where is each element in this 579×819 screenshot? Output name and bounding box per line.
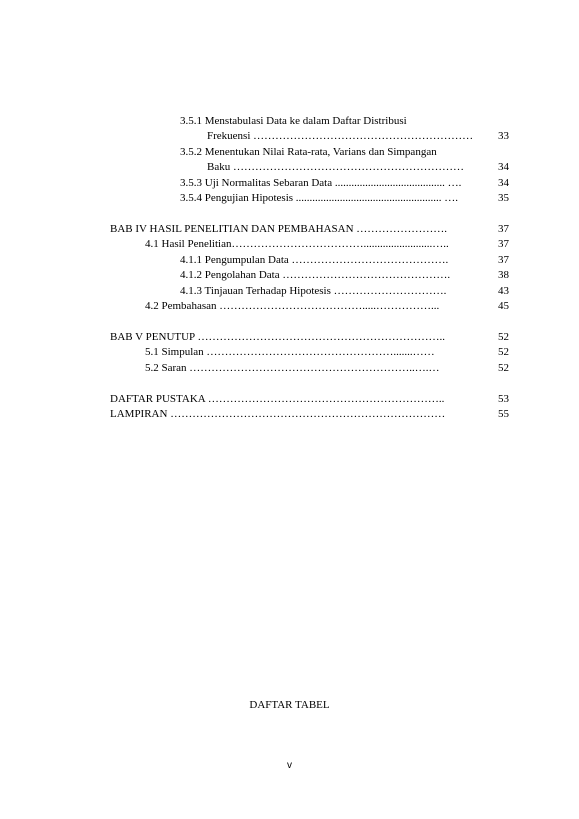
toc-entry-page: 52	[498, 331, 509, 343]
toc-entry	[0, 252, 579, 268]
toc-entry-text: Baku ………………………………………………………	[207, 161, 464, 173]
toc-entry-text: LAMPIRAN …………………………………………………………………	[110, 408, 446, 420]
toc-chapter	[0, 329, 579, 345]
toc-entry-page: 34	[498, 161, 509, 173]
toc-entry-text: DAFTAR PUSTAKA ………………………………………………………..	[110, 393, 445, 405]
toc-entry-page: 55	[498, 408, 509, 420]
toc-entry	[0, 159, 579, 175]
toc-entry-page: 35	[498, 192, 509, 204]
toc-entry	[0, 360, 579, 376]
toc-entry-text: 3.5.4 Pengujian Hipotesis ..................................................... ….	[180, 192, 459, 204]
toc-entry	[0, 175, 579, 191]
page-number: v	[287, 760, 292, 771]
toc-entry-page: 37	[498, 254, 509, 266]
toc-entry-text: 5.1 Simpulan …………………………………………….......……	[145, 346, 435, 358]
toc-entry	[0, 344, 579, 360]
toc-entry-text: BAB V PENUTUP …………………………………………………………..	[110, 331, 446, 343]
toc-entry-text: 4.1 Hasil Penelitian……………………………….........................…..	[145, 238, 449, 250]
toc-entry-text: 5.2 Saran ……………………………………………………..….…	[145, 362, 440, 374]
toc-entry-page: 37	[498, 238, 509, 250]
toc-entry	[0, 267, 579, 283]
toc-entry-text: 3.5.2 Menentukan Nilai Rata-rata, Varians dan Simpangan	[180, 146, 437, 158]
section-title: DAFTAR TABEL	[249, 699, 330, 711]
toc-entry-page: 38	[498, 269, 509, 281]
toc-chapter	[0, 221, 579, 237]
toc-entry	[0, 283, 579, 299]
toc-entry	[0, 190, 579, 206]
toc-entry-text: Frekuensi ……………………………………………………	[207, 130, 474, 142]
toc-entry-page: 37	[498, 223, 509, 235]
toc-entry	[0, 236, 579, 252]
toc-entry-text: BAB IV HASIL PENELITIAN DAN PEMBAHASAN …………………….	[110, 223, 448, 235]
toc-entry-text: 3.5.1 Menstabulasi Data ke dalam Daftar Distribusi	[180, 115, 407, 127]
toc-entry-page: 53	[498, 393, 509, 405]
toc-chapter	[0, 406, 579, 422]
toc-entry-text: 4.1.3 Tinjauan Terhadap Hipotesis ………………………….	[180, 285, 447, 297]
toc-entry	[0, 113, 579, 129]
toc-entry	[0, 298, 579, 314]
toc-entry-page: 45	[498, 300, 509, 312]
toc-entry-page: 52	[498, 346, 509, 358]
toc-entry-page: 52	[498, 362, 509, 374]
toc-entry	[0, 144, 579, 160]
toc-entry-text: 4.1.1 Pengumpulan Data …………………………………….	[180, 254, 449, 266]
toc-entry-page: 34	[498, 177, 509, 189]
toc-entry	[0, 128, 579, 144]
toc-entry-page: 33	[498, 130, 509, 142]
toc-entry-text: 4.1.2 Pengolahan Data ……………………………………….	[180, 269, 451, 281]
toc-chapter	[0, 391, 579, 407]
toc-entry-page: 43	[498, 285, 509, 297]
toc-entry-text: 3.5.3 Uji Normalitas Sebaran Data ........................................ ….	[180, 177, 462, 189]
toc-entry-text: 4.2 Pembahasan ………………………………….....……………...	[145, 300, 440, 312]
